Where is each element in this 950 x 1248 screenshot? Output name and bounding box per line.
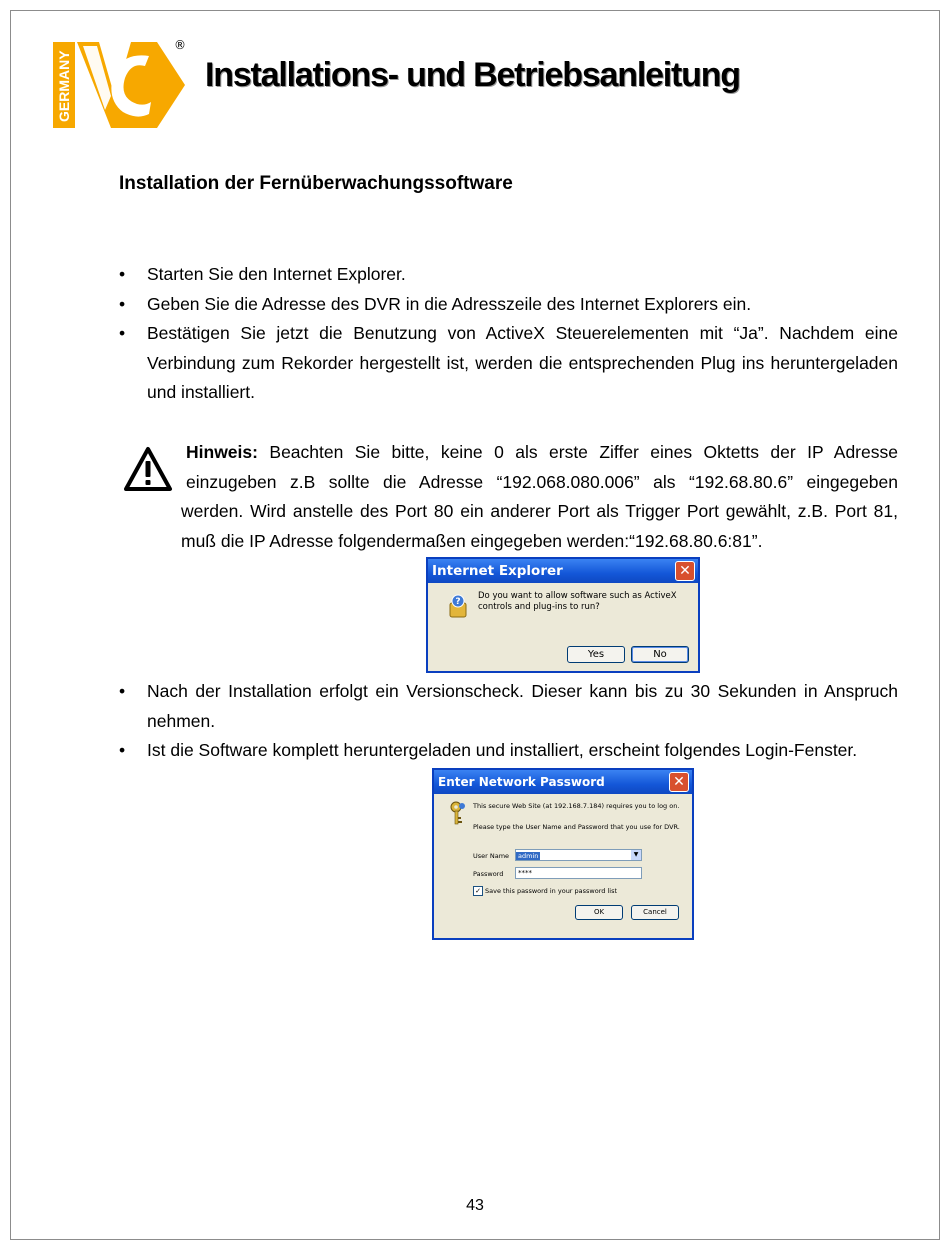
chevron-down-icon[interactable]: ▼	[631, 850, 641, 860]
list-item-text: Geben Sie die Adresse des DVR in die Adresszeile des Internet Explorers ein.	[147, 294, 752, 314]
list-item	[119, 677, 898, 736]
note-text-line1: Beachten Sie bitte, keine 0 als erste Ziffer eines Oktetts der IP Adresse	[269, 442, 898, 462]
list-item-text: Ist die Software komplett heruntergeladen und installiert, erscheint folgendes Login-Fenster.	[147, 740, 858, 760]
svg-text:?: ?	[455, 597, 461, 607]
list-item	[119, 290, 898, 320]
list-item-text: Nach der Installation erfolgt ein Versionscheck. Dieser kann bis zu 30 Sekunden in Anspruch nehmen.	[147, 681, 898, 731]
warning-icon	[123, 446, 173, 492]
user-name-value: admin	[518, 852, 539, 860]
no-button[interactable]: No	[631, 646, 689, 663]
list-item	[119, 319, 898, 408]
user-name-label: User Name	[473, 852, 510, 860]
list-item	[119, 736, 898, 766]
password-field[interactable]: ****	[515, 867, 642, 879]
note-text-line2: einzugeben z.B sollte die Adresse “192.068.080.006” als “192.68.80.6” eingegeben	[186, 471, 898, 492]
key-icon	[448, 800, 468, 826]
close-icon[interactable]: ✕	[675, 561, 695, 581]
document-title: Installations- und Betriebsanleitung	[205, 56, 740, 94]
registered-mark: ®	[174, 38, 186, 52]
enter-network-password-dialog	[432, 768, 694, 940]
dialog-title: Enter Network Password	[434, 770, 692, 794]
list-item	[119, 260, 898, 290]
bullet-icon: •	[119, 264, 126, 284]
vc-germany-logo	[53, 40, 188, 130]
list-item-text: Bestätigen Sie jetzt die Benutzung von ActiveX Steuerelementen mit “Ja”. Nachdem eine Verbindung zum Rekorder hergestellt ist, werden die entsprechenden Plug ins heruntergeladen und installiert.	[147, 323, 898, 402]
site-text: This secure Web Site (at 192.168.7.184) requires you to log on.	[473, 802, 680, 810]
internet-explorer-dialog	[426, 557, 700, 673]
security-warning-icon	[446, 593, 470, 619]
note-label: Hinweis:	[186, 442, 258, 462]
yes-button[interactable]: Yes	[567, 646, 625, 663]
note-text-rest: werden. Wird anstelle des Port 80 ein anderer Port als Trigger Port gewählt, z.B. Port 81, muß die IP Adresse folgendermaßen eingegeben werden:“192.68.80.6:81”.	[181, 501, 898, 551]
save-password-label: Save this password in your password list	[485, 887, 618, 895]
password-label: Password	[473, 870, 504, 878]
bullet-icon: •	[119, 323, 126, 343]
list-item-text: Starten Sie den Internet Explorer.	[147, 264, 406, 284]
save-password-checkbox[interactable]: ✓	[473, 886, 483, 896]
section-heading: Installation der Fernüberwachungssoftware	[119, 173, 513, 194]
bullet-icon: •	[119, 681, 126, 701]
ok-button[interactable]: OK	[575, 905, 623, 920]
dialog-message: Do you want to allow software such as ActiveX controls and plug-ins to run?	[478, 591, 677, 612]
instruction-text: Please type the User Name and Password that you use for DVR.	[473, 823, 680, 831]
cancel-button[interactable]: Cancel	[631, 905, 679, 920]
dialog-title: Internet Explorer	[428, 559, 698, 583]
svg-text:GERMANY: GERMANY	[56, 50, 72, 122]
bullet-icon: •	[119, 740, 126, 760]
page-number: 43	[466, 1197, 484, 1214]
bullet-icon: •	[119, 294, 126, 314]
note-block	[120, 438, 898, 556]
user-name-field[interactable]	[515, 849, 642, 861]
close-icon[interactable]: ✕	[669, 772, 689, 792]
